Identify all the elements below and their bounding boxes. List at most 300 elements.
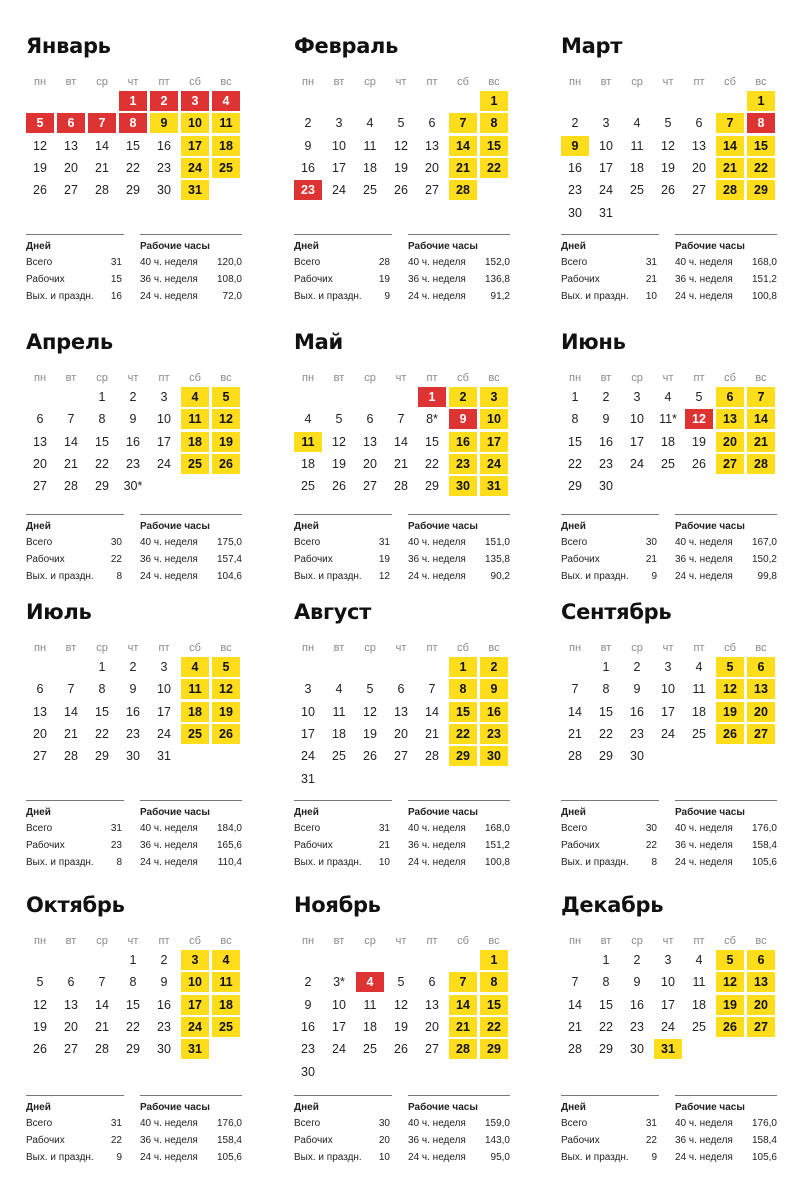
day-cell: 17 (480, 432, 508, 452)
day-cell: 18 (212, 136, 240, 156)
day-cell: 16 (630, 997, 644, 1012)
day-cell: 18 (301, 456, 315, 471)
day-cell: 9 (449, 409, 477, 429)
day-cell: 20 (33, 456, 47, 471)
day-cell: 9 (633, 975, 641, 990)
day-cell: 11* (659, 412, 677, 427)
hours-label: 36 ч. неделя (140, 554, 198, 565)
day-cell: 14 (449, 136, 477, 156)
day-cell: 15 (126, 997, 140, 1012)
weekday-label: чт (127, 76, 139, 88)
day-cell: 29 (425, 479, 439, 494)
day-cell: 10 (332, 997, 346, 1012)
day-cell: 3 (181, 950, 209, 970)
month-stats (294, 514, 544, 584)
stat-label: Рабочих (561, 274, 600, 285)
stat-value: 10 (645, 291, 657, 302)
day-cell: 10 (157, 682, 171, 697)
divider (140, 800, 242, 801)
day-cell: 26 (212, 454, 240, 474)
day-cell: 6 (67, 975, 75, 990)
day-cell: 10 (301, 704, 315, 719)
hours-label: 24 ч. неделя (408, 1152, 466, 1163)
month-stats (561, 234, 804, 304)
divider (408, 234, 510, 235)
day-cell: 24 (661, 1019, 675, 1034)
weekday-label: ср (631, 642, 643, 654)
stat-label: Всего (294, 537, 321, 548)
day-cell: 26 (363, 749, 377, 764)
stat-label: Рабочих (561, 1135, 600, 1146)
day-cell: 4 (664, 390, 672, 404)
day-cell: 24 (181, 1017, 209, 1037)
hours-value: 90,2 (490, 571, 510, 582)
day-cell: 28 (449, 180, 477, 200)
day-cell: 21 (394, 456, 408, 471)
stat-value: 31 (645, 257, 657, 268)
day-cell: 17 (157, 434, 171, 449)
day-cell: 8 (571, 412, 579, 427)
stat-value: 9 (116, 1152, 122, 1163)
weekday-label: чт (127, 935, 139, 947)
day-cell: 17 (599, 160, 613, 175)
hours-label: 36 ч. неделя (675, 1135, 733, 1146)
weekday-label: ср (96, 935, 108, 947)
day-cell: 3 (664, 953, 672, 967)
day-cell: 22 (126, 1019, 140, 1034)
stat-label: Рабочих (26, 1135, 65, 1146)
day-cell: 30 (630, 749, 644, 764)
weekday-label: вс (755, 372, 767, 384)
weekday-label: ср (631, 372, 643, 384)
month-title: Сентябрь (561, 600, 672, 624)
days-header: Дней (26, 807, 51, 818)
divider (294, 1095, 392, 1096)
weekday-label: пт (158, 935, 170, 947)
hours-value: 136,8 (484, 274, 510, 285)
hours-value: 158,4 (751, 840, 777, 851)
hours-label: 36 ч. неделя (408, 1135, 466, 1146)
weekday-label: пн (33, 935, 47, 947)
stat-value: 9 (384, 291, 390, 302)
stat-label: Всего (294, 823, 321, 834)
day-cell: 11 (332, 704, 346, 719)
hours-value: 150,2 (751, 554, 777, 565)
stat-value: 23 (110, 840, 122, 851)
stat-label: Рабочих (294, 554, 333, 565)
day-cell: 14 (747, 409, 775, 429)
day-cell: 22 (480, 158, 508, 178)
weekday-label: пн (301, 935, 315, 947)
day-cell: 10 (157, 412, 171, 427)
day-cell: 5 (212, 387, 240, 407)
day-cell: 3 (304, 682, 312, 697)
hours-label: 40 ч. неделя (408, 823, 466, 834)
hours-label: 40 ч. неделя (140, 537, 198, 548)
day-cell: 7 (98, 975, 106, 990)
hours-label: 40 ч. неделя (675, 537, 733, 548)
day-cell: 27 (716, 454, 744, 474)
day-cell: 12 (661, 138, 675, 153)
day-cell: 12 (33, 138, 47, 153)
day-cell: 24 (181, 158, 209, 178)
hours-value: 151,0 (484, 537, 510, 548)
weekday-label: пт (426, 372, 438, 384)
day-cell: 16 (630, 704, 644, 719)
hours-label: 24 ч. неделя (675, 1152, 733, 1163)
day-cell: 28 (716, 180, 744, 200)
day-cell: 17 (332, 1019, 346, 1034)
day-cell: 31 (301, 771, 315, 786)
hours-value: 100,8 (484, 857, 510, 868)
divider (294, 514, 392, 515)
day-cell: 20 (716, 432, 744, 452)
day-cell: 26 (661, 183, 675, 198)
day-cell: 5 (335, 412, 343, 427)
divider (675, 1095, 777, 1096)
hours-label: 40 ч. неделя (408, 257, 466, 268)
day-cell: 13 (425, 138, 439, 153)
day-cell: 15 (480, 136, 508, 156)
day-cell: 10 (181, 113, 209, 133)
hours-value: 143,0 (484, 1135, 510, 1146)
hours-value: 175,0 (216, 537, 242, 548)
day-cell: 12 (394, 997, 408, 1012)
day-cell: 23 (630, 726, 644, 741)
day-cell: 6 (695, 116, 703, 131)
day-cell: 17 (157, 704, 171, 719)
day-cell: 2 (571, 116, 579, 131)
day-cell: 10 (480, 409, 508, 429)
weekday-label: пт (158, 372, 170, 384)
stat-value: 8 (651, 857, 657, 868)
day-cell: 24 (630, 456, 644, 471)
stat-label: Вых. и праздн. (294, 857, 362, 868)
divider (140, 1095, 242, 1096)
day-cell: 5 (212, 657, 240, 677)
day-cell: 6 (36, 412, 44, 427)
weekday-label: ср (364, 372, 376, 384)
day-cell: 24 (599, 183, 613, 198)
day-cell: 19 (332, 456, 346, 471)
day-cell: 7 (571, 682, 579, 697)
day-cell: 24 (332, 1042, 346, 1057)
weekday-label: сб (189, 76, 201, 88)
day-cell: 4 (304, 412, 312, 427)
day-cell: 4 (695, 953, 703, 967)
weekday-label: вт (333, 372, 345, 384)
day-cell: 8 (480, 972, 508, 992)
day-cell: 1 (98, 390, 106, 404)
day-cell: 16 (126, 434, 140, 449)
day-cell: 5 (397, 975, 405, 990)
day-cell: 11 (212, 972, 240, 992)
stat-label: Вых. и праздн. (561, 291, 629, 302)
day-cell: 20 (64, 160, 78, 175)
divider (26, 1095, 124, 1096)
day-cell: 10 (599, 138, 613, 153)
day-cell: 8 (98, 412, 106, 427)
weekday-label: вс (220, 76, 232, 88)
stat-value: 30 (378, 1118, 390, 1129)
stat-label: Вых. и праздн. (561, 571, 629, 582)
day-cell: 13 (692, 138, 706, 153)
day-cell: 15 (95, 434, 109, 449)
day-cell: 3 (664, 660, 672, 674)
day-cell: 17 (301, 726, 315, 741)
weekday-label: вт (65, 76, 77, 88)
month-title: Апрель (26, 330, 113, 354)
day-cell: 25 (363, 183, 377, 198)
weekday-label: вс (488, 935, 500, 947)
day-cell: 4 (212, 950, 240, 970)
month-title: Январь (26, 34, 111, 58)
month-stats (26, 514, 276, 584)
hours-value: 157,4 (216, 554, 242, 565)
divider (408, 514, 510, 515)
divider (675, 800, 777, 801)
hours-header: Рабочие часы (140, 241, 210, 252)
day-cell: 1 (480, 950, 508, 970)
day-cell: 21 (425, 726, 439, 741)
hours-header: Рабочие часы (140, 1102, 210, 1113)
hours-value: 120,0 (216, 257, 242, 268)
divider (26, 234, 124, 235)
day-cell: 5 (664, 116, 672, 131)
hours-header: Рабочие часы (408, 1102, 478, 1113)
day-cell: 13 (33, 704, 47, 719)
weekday-label: вс (488, 642, 500, 654)
day-cell: 31 (654, 1039, 682, 1059)
day-cell: 26 (212, 724, 240, 744)
day-cell: 23 (599, 456, 613, 471)
month-stats (294, 800, 544, 870)
month-stats (26, 234, 276, 304)
day-cell: 1 (571, 390, 579, 404)
day-cell: 7 (747, 387, 775, 407)
day-cell: 27 (747, 1017, 775, 1037)
day-cell: 28 (449, 1039, 477, 1059)
hours-value: 135,8 (484, 554, 510, 565)
day-cell: 26 (716, 1017, 744, 1037)
stat-value: 31 (110, 257, 122, 268)
day-cell: 15 (449, 702, 477, 722)
day-cell: 1 (418, 387, 446, 407)
day-cell: 4 (335, 682, 343, 697)
day-cell: 18 (692, 997, 706, 1012)
hours-value: 168,0 (484, 823, 510, 834)
day-cell: 12 (212, 679, 240, 699)
month-stats (294, 234, 544, 304)
hours-header: Рабочие часы (675, 1102, 745, 1113)
day-cell: 11 (181, 679, 209, 699)
day-cell: 25 (692, 1019, 706, 1034)
day-cell: 9 (129, 682, 137, 697)
day-cell: 19 (33, 160, 47, 175)
day-cell: 14 (449, 995, 477, 1015)
stat-value: 9 (651, 571, 657, 582)
stat-value: 9 (651, 1152, 657, 1163)
day-cell: 15 (599, 997, 613, 1012)
day-cell: 1 (119, 91, 147, 111)
stat-label: Всего (561, 537, 588, 548)
stat-label: Всего (26, 257, 53, 268)
day-cell: 15 (425, 434, 439, 449)
weekday-label: ср (96, 642, 108, 654)
day-cell: 6 (36, 682, 44, 697)
day-cell: 23 (480, 724, 508, 744)
weekday-label: чт (395, 372, 407, 384)
day-cell: 31 (181, 1039, 209, 1059)
day-cell: 26 (692, 456, 706, 471)
stat-label: Рабочих (561, 840, 600, 851)
day-cell: 28 (568, 749, 582, 764)
weekday-label: сб (189, 935, 201, 947)
day-cell: 25 (212, 158, 240, 178)
divider (561, 514, 659, 515)
day-cell: 10 (630, 412, 644, 427)
stat-value: 21 (645, 554, 657, 565)
weekday-label: чт (127, 372, 139, 384)
day-cell: 8 (98, 682, 106, 697)
day-cell: 8 (602, 682, 610, 697)
stat-value: 30 (645, 823, 657, 834)
stat-label: Всего (561, 1118, 588, 1129)
day-cell: 13 (64, 138, 78, 153)
day-cell: 29 (480, 1039, 508, 1059)
day-cell: 2 (633, 953, 641, 967)
day-cell: 18 (661, 434, 675, 449)
day-cell: 29 (126, 183, 140, 198)
weekday-label: пт (426, 76, 438, 88)
day-cell: 28 (64, 479, 78, 494)
day-cell: 23 (301, 1042, 315, 1057)
hours-label: 40 ч. неделя (675, 257, 733, 268)
weekday-label: вс (755, 642, 767, 654)
hours-label: 40 ч. неделя (408, 1118, 466, 1129)
stat-value: 31 (378, 823, 390, 834)
day-cell: 24 (157, 726, 171, 741)
day-cell: 11 (692, 682, 706, 697)
day-cell: 20 (363, 456, 377, 471)
day-cell: 7 (67, 682, 75, 697)
weekday-label: пн (301, 372, 315, 384)
day-cell: 21 (64, 726, 78, 741)
stat-label: Рабочих (294, 1135, 333, 1146)
hours-label: 40 ч. неделя (140, 823, 198, 834)
weekday-label: сб (457, 642, 469, 654)
weekday-label: вт (65, 642, 77, 654)
day-cell: 9 (129, 412, 137, 427)
weekday-label: сб (724, 76, 736, 88)
stat-value: 19 (378, 554, 390, 565)
day-cell: 1 (449, 657, 477, 677)
weekday-label: пт (426, 642, 438, 654)
day-cell: 2 (304, 975, 312, 990)
day-cell: 22 (95, 726, 109, 741)
day-cell: 9 (633, 682, 641, 697)
day-cell: 8* (426, 412, 438, 427)
day-cell: 11 (630, 138, 644, 153)
weekday-label: пт (158, 642, 170, 654)
weekday-label: сб (724, 935, 736, 947)
hours-value: 151,2 (484, 840, 510, 851)
weekday-label: вс (755, 76, 767, 88)
day-cell: 23 (630, 1019, 644, 1034)
day-cell: 2 (160, 953, 168, 967)
day-cell: 14 (95, 997, 109, 1012)
weekday-label: ср (364, 935, 376, 947)
day-cell: 14 (394, 434, 408, 449)
day-cell: 19 (661, 160, 675, 175)
day-cell: 4 (695, 660, 703, 674)
day-cell: 18 (212, 995, 240, 1015)
day-cell: 14 (64, 434, 78, 449)
stat-label: Вых. и праздн. (561, 857, 629, 868)
day-cell: 26 (33, 183, 47, 198)
divider (26, 800, 124, 801)
stat-value: 22 (110, 554, 122, 565)
weekday-label: пт (693, 642, 705, 654)
day-cell: 16 (157, 138, 171, 153)
day-cell: 9 (480, 679, 508, 699)
day-cell: 20 (33, 726, 47, 741)
weekday-label: пт (693, 76, 705, 88)
day-cell: 30* (123, 479, 143, 494)
day-cell: 21 (95, 160, 109, 175)
day-cell: 1 (747, 91, 775, 111)
days-header: Дней (294, 1102, 319, 1113)
day-cell: 3 (160, 390, 168, 404)
day-cell: 3* (333, 975, 345, 990)
weekday-label: ср (96, 372, 108, 384)
hours-label: 24 ч. неделя (140, 571, 198, 582)
day-cell: 15 (747, 136, 775, 156)
day-cell: 24 (332, 183, 346, 198)
weekday-label: вс (220, 935, 232, 947)
hours-label: 24 ч. неделя (140, 857, 198, 868)
hours-label: 40 ч. неделя (408, 537, 466, 548)
day-cell: 16 (599, 434, 613, 449)
day-cell: 10 (181, 972, 209, 992)
day-cell: 4 (181, 387, 209, 407)
day-cell: 7 (716, 113, 744, 133)
day-cell: 30 (630, 1042, 644, 1057)
day-cell: 17 (661, 704, 675, 719)
weekday-label: пн (568, 76, 582, 88)
day-cell: 22 (599, 1019, 613, 1034)
hours-value: 184,0 (216, 823, 242, 834)
day-cell: 9 (561, 136, 589, 156)
day-cell: 28 (747, 454, 775, 474)
day-cell: 20 (747, 702, 775, 722)
day-cell: 30 (126, 749, 140, 764)
month-title: Октябрь (26, 893, 125, 917)
weekday-label: вт (333, 642, 345, 654)
hours-label: 40 ч. неделя (675, 823, 733, 834)
day-cell: 28 (64, 749, 78, 764)
weekday-label: сб (457, 372, 469, 384)
day-cell: 12 (363, 704, 377, 719)
day-cell: 13 (33, 434, 47, 449)
day-cell: 23 (126, 726, 140, 741)
day-cell: 18 (332, 726, 346, 741)
day-cell: 29 (449, 746, 477, 766)
weekday-label: пн (33, 642, 47, 654)
day-cell: 20 (64, 1019, 78, 1034)
day-cell: 7 (397, 412, 405, 427)
day-cell: 14 (64, 704, 78, 719)
